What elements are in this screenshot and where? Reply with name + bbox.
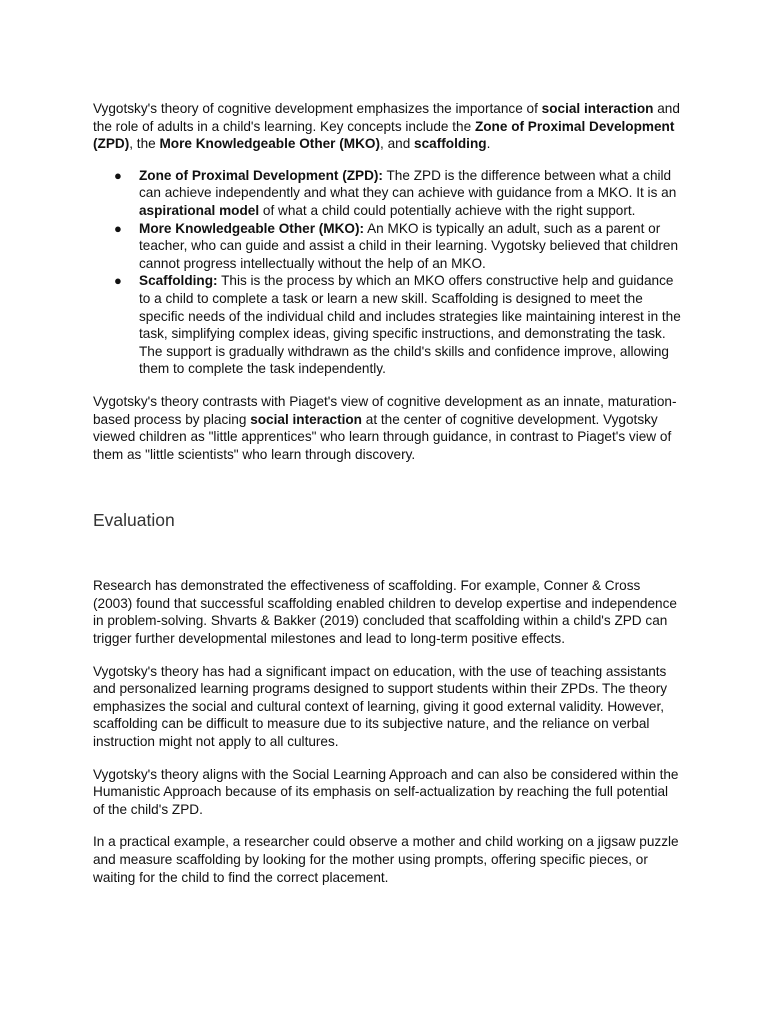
zpd-text-2: of what a child could potentially achieve with the right support.	[259, 202, 636, 218]
intro-text-2: and the role of adults in a child's learning. Key concepts include the	[93, 101, 680, 134]
intro-text-5: .	[486, 136, 491, 152]
mko-text-1: An MKO is typically an adult, such as a parent or teacher, who can guide and assist a child in their learning. Vygotsky believed that children cannot progress intellectually without the help of an MKO.	[139, 220, 679, 271]
intro-bold-mko: More Knowledgeable Other (MKO)	[159, 136, 381, 152]
zpd-bold-aspirational-model: aspirational model	[139, 202, 260, 218]
contrast-paragraph	[93, 393, 683, 463]
list-item-scaffolding	[114, 272, 683, 378]
intro-paragraph	[93, 100, 683, 153]
contrast-bold-social-interaction: social interaction	[250, 411, 362, 427]
list-item-mko	[114, 220, 683, 273]
evaluation-paragraph-approaches: Vygotsky's theory aligns with the Social Learning Approach and can also be considered within the Humanistic Approach because of its emphasis on self-actualization by reaching the full potential of the child's ZPD.	[93, 766, 679, 817]
key-concepts-list	[93, 167, 683, 378]
list-item-zpd	[114, 167, 683, 220]
intro-bold-social-interaction: social interaction	[541, 101, 654, 116]
zpd-text-1: The ZPD is the difference between what a child can achieve independently and what they can achieve with guidance from a MKO. It is an	[139, 167, 677, 201]
intro-text-4: , and	[380, 136, 415, 152]
contrast-text-2: at the center of cognitive development. Vygotsky viewed children as "little apprentices" who learn through guidance, in contrast to Piaget's view of them as "little scientists" who learn through discovery.	[93, 411, 672, 462]
scaffolding-text-1: This is the process by which an MKO offers constructive help and guidance to a child to complete a task or learn a new skill. Scaffolding is designed to meet the specific needs of the individual child and includes strategies like maintaining interest in the task, simplifying complex ideas, giving specific instructions, and demonstrating the task. The support is gradually withdrawn as the child's skills and confidence improve, allowing them to complete the task independently.	[139, 273, 681, 377]
intro-text-3: , the	[129, 136, 160, 152]
evaluation-paragraph-research: Research has demonstrated the effectiveness of scaffolding. For example, Conner & Cross (2003) found that successful scaffolding enabled children to develop expertise and independence in problem-solving. Shvarts & Bakker (2019) concluded that scaffolding within a child's ZPD can trigger further developmental milestones and lead to long-term positive effects.	[93, 578, 677, 647]
zpd-term: Zone of Proximal Development (ZPD):	[139, 167, 383, 183]
intro-text-1: Vygotsky's theory of cognitive development emphasizes the importance of	[93, 101, 542, 116]
bullet-icon: ●	[114, 220, 122, 236]
evaluation-paragraph-education: Vygotsky's theory has had a significant impact on education, with the use of teaching assistants and personalized learning programs designed to support students within their ZPDs. The theory emphasizes the social and cultural context of learning, giving it good external validity. However, scaffolding can be difficult to measure due to its subjective nature, and the reliance on verbal instruction might not apply to all cultures.	[93, 663, 668, 750]
intro-bold-scaffolding: scaffolding	[414, 136, 487, 152]
bullet-icon: ●	[114, 273, 122, 289]
intro-bold-zpd: Zone of Proximal Development (ZPD)	[93, 118, 675, 152]
mko-term: More Knowledgeable Other (MKO):	[139, 220, 365, 236]
bullet-icon: ●	[114, 167, 122, 183]
scaffolding-term: Scaffolding:	[139, 273, 218, 289]
evaluation-heading: Evaluation	[93, 510, 175, 531]
evaluation-paragraph-example: In a practical example, a researcher could observe a mother and child working on a jigsaw puzzle and measure scaffolding by looking for the mother using prompts, offering specific pieces, or waiting for the child to find the correct placement.	[93, 834, 679, 885]
document-page	[93, 100, 683, 886]
contrast-text-1: Vygotsky's theory contrasts with Piaget's view of cognitive development as an innate, maturation-based process by placing	[93, 393, 677, 427]
